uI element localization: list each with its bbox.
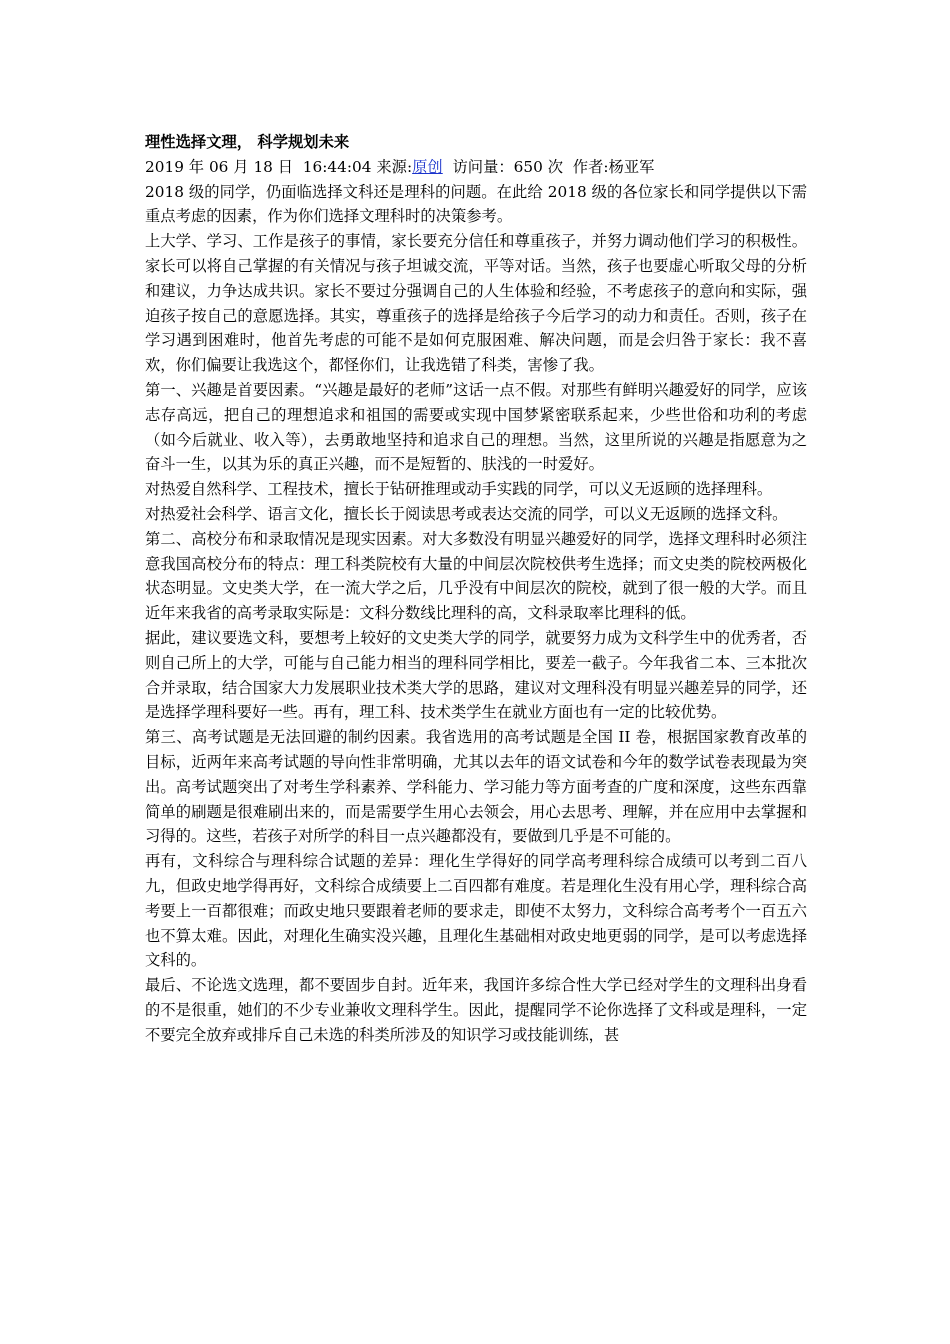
article-meta [145, 155, 807, 180]
views-unit: 次 [547, 157, 564, 176]
paragraph-interest: 第一、兴趣是首要因素。“兴趣是最好的老师”这话一点不假。对那些有鲜明兴趣爱好的同学，应该志存高远，把自己的理想追求和祖国的需要或实现中国梦紧密联系起来，少些世俗和功利的考虑（如今后就业、收入等），去勇敢地坚持和追求自己的理想。当然，这里所说的兴趣是指愿意为之奋斗一生，以其为乐的真正兴趣，而不是短暂的、肤浅的一时爱好。 [145, 380, 807, 474]
paragraph-comprehensive: 再有，文科综合与理科综合试题的差异：理化生学得好的同学高考理科综合成绩可以考到二百八九，但政史地学得再好，文科综合成绩要上二百四都有难度。若是理化生没有用心学，理科综合高考要上一百都很难；而政史地只要跟着老师的要求走，即使不太努力，文科综合高考考个一百五六也不算太难。因此，对理化生确实没兴趣，且理化生基础相对政史地更弱的同学，是可以考虑选择文科的。 [145, 852, 807, 970]
paragraph-universities: 第二、高校分布和录取情况是现实因素。对大多数没有明显兴趣爱好的同学，选择文理科时必须注意我国高校分布的特点：理工科类院校有大量的中间层次院校供考生选择；而文史类的院校两极化状态明显。文史类大学，在一流大学之后，几乎没有中间层次的院校，就到了很一般的大学。而且近年来我省的高考录取实际是：文科分数线比理科的高，文科录取率比理科的低。 [145, 529, 807, 623]
views-label: 访问量： [452, 157, 514, 176]
publish-time: 16:44:04 [302, 157, 372, 176]
paragraph-final: 最后、不论选文选理，都不要固步自封。近年来，我国许多综合性大学已经对学生的文理科出身看的不是很重，她们的不少专业兼收文理科学生。因此，提醒同学不论你选择了文科或是理科，一定不要完全放弃或排斥自己未选的科类所涉及的知识学习或技能训练，甚 [145, 976, 807, 1044]
source-label: 来源: [376, 157, 413, 176]
source-link[interactable]: 原创 [412, 157, 443, 176]
author-name: 杨亚军 [608, 157, 655, 176]
paragraph-science: 对热爱自然科学、工程技术，擅长于钻研推理或动手实践的同学，可以义无返顾的选择理科。 [145, 480, 773, 499]
article-title: 理性选择文理， 科学规划未来 [145, 133, 350, 151]
paragraph-parents: 上大学、学习、工作是孩子的事情，家长要充分信任和尊重孩子，并努力调动他们学习的积极性。家长可以将自己掌握的有关情况与孩子坦诚交流，平等对话。当然，孩子也要虚心听取父母的分析和建议，力争达成共识。家长不要过分强调自己的人生体验和经验，不考虑孩子的意向和实际，强迫孩子按自己的意愿选择。其实，尊重孩子的选择是给孩子今后学习的动力和责任。否则，孩子在学习遇到困难时，他首先考虑的可能不是如何克服困难、解决问题，而是会归咎于家长：我不喜欢，你们偏要让我选这个，都怪你们，让我选错了科类，害惨了我。 [145, 232, 807, 375]
publish-date: 2019 年 06 月 18 日 [145, 157, 294, 176]
document-page [145, 130, 807, 1047]
paragraph-exam: 第三、高考试题是无法回避的制约因素。我省选用的高考试题是全国 II 卷，根据国家教育改革的目标，近两年来高考试题的导向性非常明确，尤其以去年的语文试卷和今年的数学试卷表现最为突出。高考试题突出了对考生学科素养、学科能力、学习能力等方面考查的广度和深度，这些东西靠简单的刷题是很难刷出来的，而是需要学生用心去领会，用心去思考、理解，并在应用中去掌握和习得的。这些，若孩子对所学的科目一点兴趣都没有，要做到几乎是不可能的。 [145, 728, 807, 846]
paragraph-intro: 2018 级的同学，仍面临选择文科还是理科的问题。在此给 2018 级的各位家长和同学提供以下需重点考虑的因素，作为你们选择文理科时的决策参考。 [145, 182, 807, 226]
paragraph-recommendation: 据此，建议要选文科，要想考上较好的文史类大学的同学，就要努力成为文科学生中的优秀者，否则自己所上的大学，可能与自己能力相当的理科同学相比，要差一截子。今年我省二本、三本批次合并录取，结合国家大力发展职业技术类大学的思路，建议对文理科没有明显兴趣差异的同学，还是选择学理科要好一些。再有，理工科、技术类学生在就业方面也有一定的比较优势。 [145, 628, 807, 722]
views-count: 650 [513, 157, 543, 176]
paragraph-arts: 对热爱社会科学、语言文化，擅长长于阅读思考或表达交流的同学，可以义无返顾的选择文科。 [145, 504, 788, 523]
author-label: 作者: [572, 157, 609, 176]
